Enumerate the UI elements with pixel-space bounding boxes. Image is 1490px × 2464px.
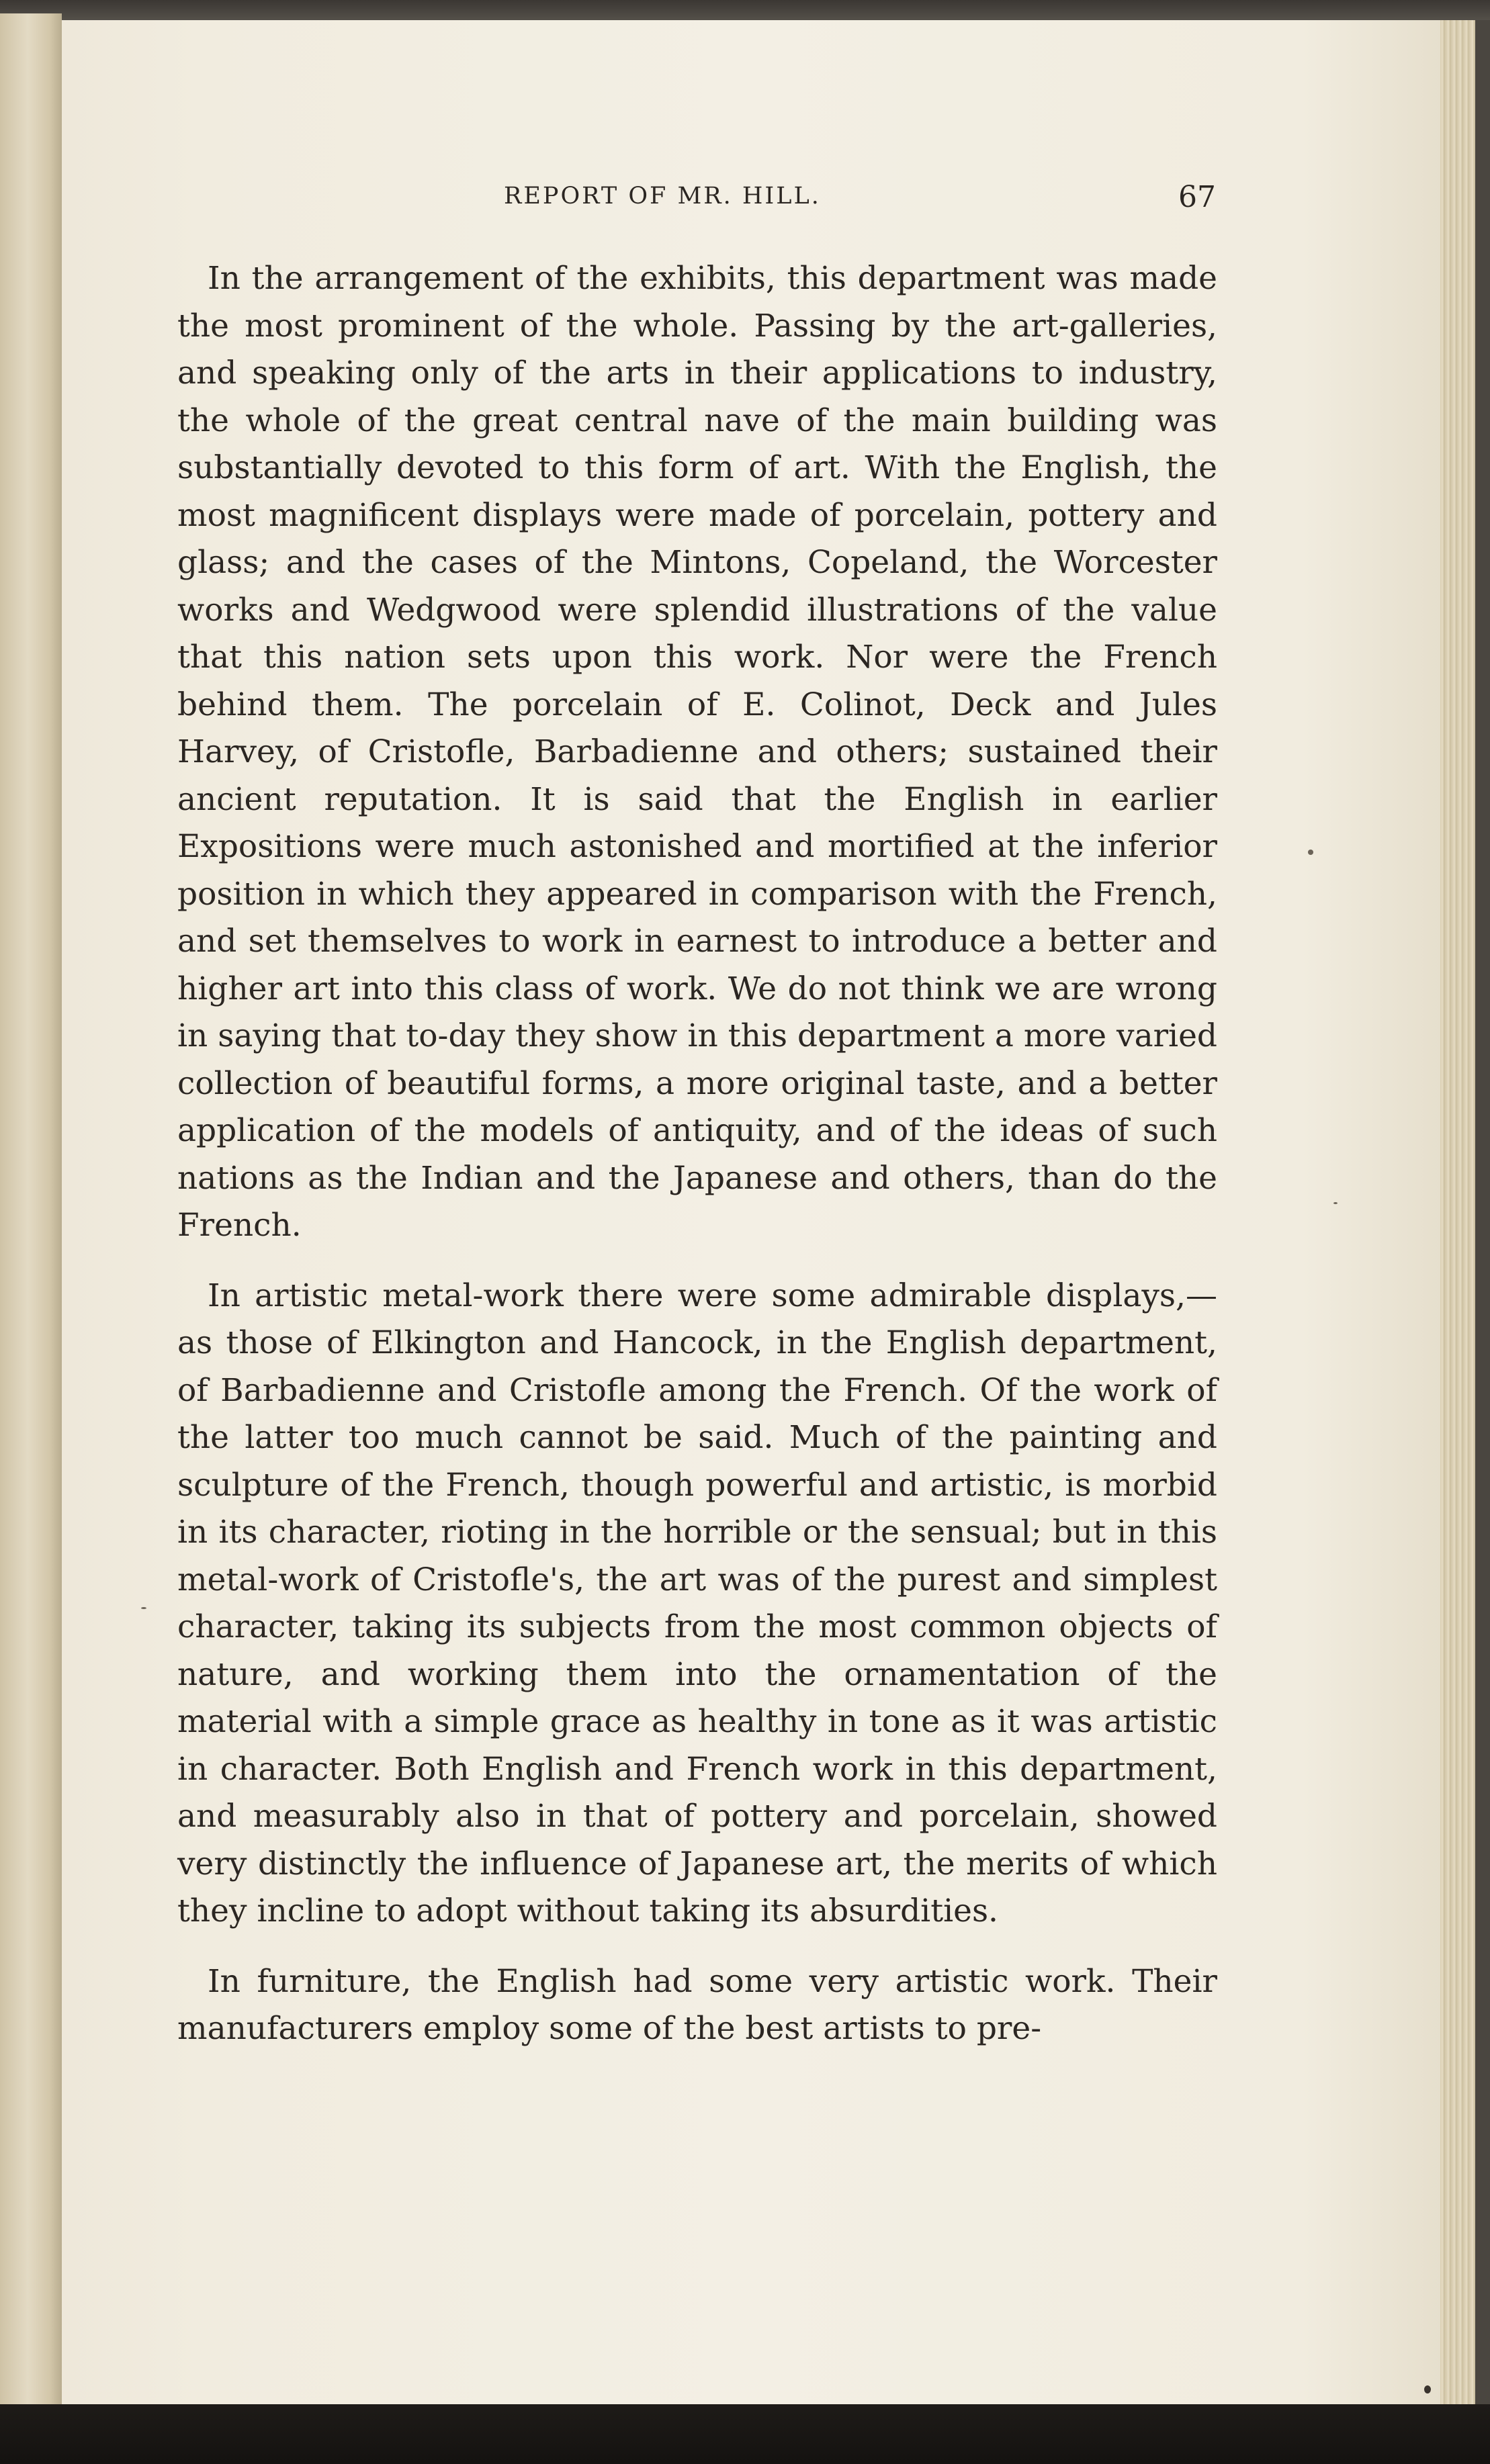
paragraph-ceramics: In the arrangement of the exhibits, this department was made the most prominent of the whole. Passing by the art-galleries, and speaking only of the arts in their applications to industry, the whole of the great central nave of the main building was substantially devoted to this form of art. With the English, the most magnificent displays were made of porcelain, pottery and glass; and the cases of the Mintons, Copeland, the Worcester works and Wedgwood were splendid illustrations of the value that this nation sets upon this work. Nor were the French behind them. The porcelain of E. Colinot, Deck and Jules Harvey, of Cristofle, Barbadienne and others; sustained their ancient reputation. It is said that the English in earlier Expositions were much astonished and mortified at the inferior position in which they appeared in comparison with the French, and set themselves to work in earnest to introduce a better and higher art into this class of work. We do not think we are wrong in saying that to-day they show in this department a more varied collection of beautiful forms, a more original taste, and a better application of the models of antiquity, and of the ideas of such nations as the Indian and the Japanese and others, than do the French. [177, 260, 1217, 1244]
bottom-page-edge [0, 2404, 1490, 2464]
paper-speck [1308, 850, 1313, 855]
paragraph-furniture: In furniture, the English had some very artistic work. Their manufacturers employ some of the best artists to pre- [177, 1962, 1217, 2047]
paragraph-metal-work: In artistic metal-work there were some admirable displays,—as those of Elkington and Hancock, in the English department, of Barbadienne and Cristofle among the French. Of the work of the latter too much cannot be said. Much of the painting and sculpture of the French, though powerful and artistic, is morbid in its character, rioting in the horrible or the sensual; but in this metal-work of Cristofle's, the art was of the purest and simplest character, taking its subjects from the most common objects of nature, and working them into the ornamentation of the material with a simple grace as healthy in tone as it was artistic in character. Both English and French work in this department, and measurably also in that of pottery and porcelain, showed very distinctly the influence of Japanese art, the merits of which they incline to adopt without taking its absurdities. [177, 1277, 1217, 1929]
body-text [177, 255, 1217, 2053]
paper-speck [141, 1607, 146, 1609]
page-header [181, 180, 1216, 220]
binding-gutter [0, 13, 62, 2404]
running-head: REPORT OF MR. HILL. [504, 183, 821, 210]
page-number: 67 [1178, 180, 1216, 214]
paper-speck [1333, 1202, 1338, 1204]
fore-edge-shadow [1475, 20, 1490, 2464]
paper-speck [1424, 2385, 1431, 2393]
